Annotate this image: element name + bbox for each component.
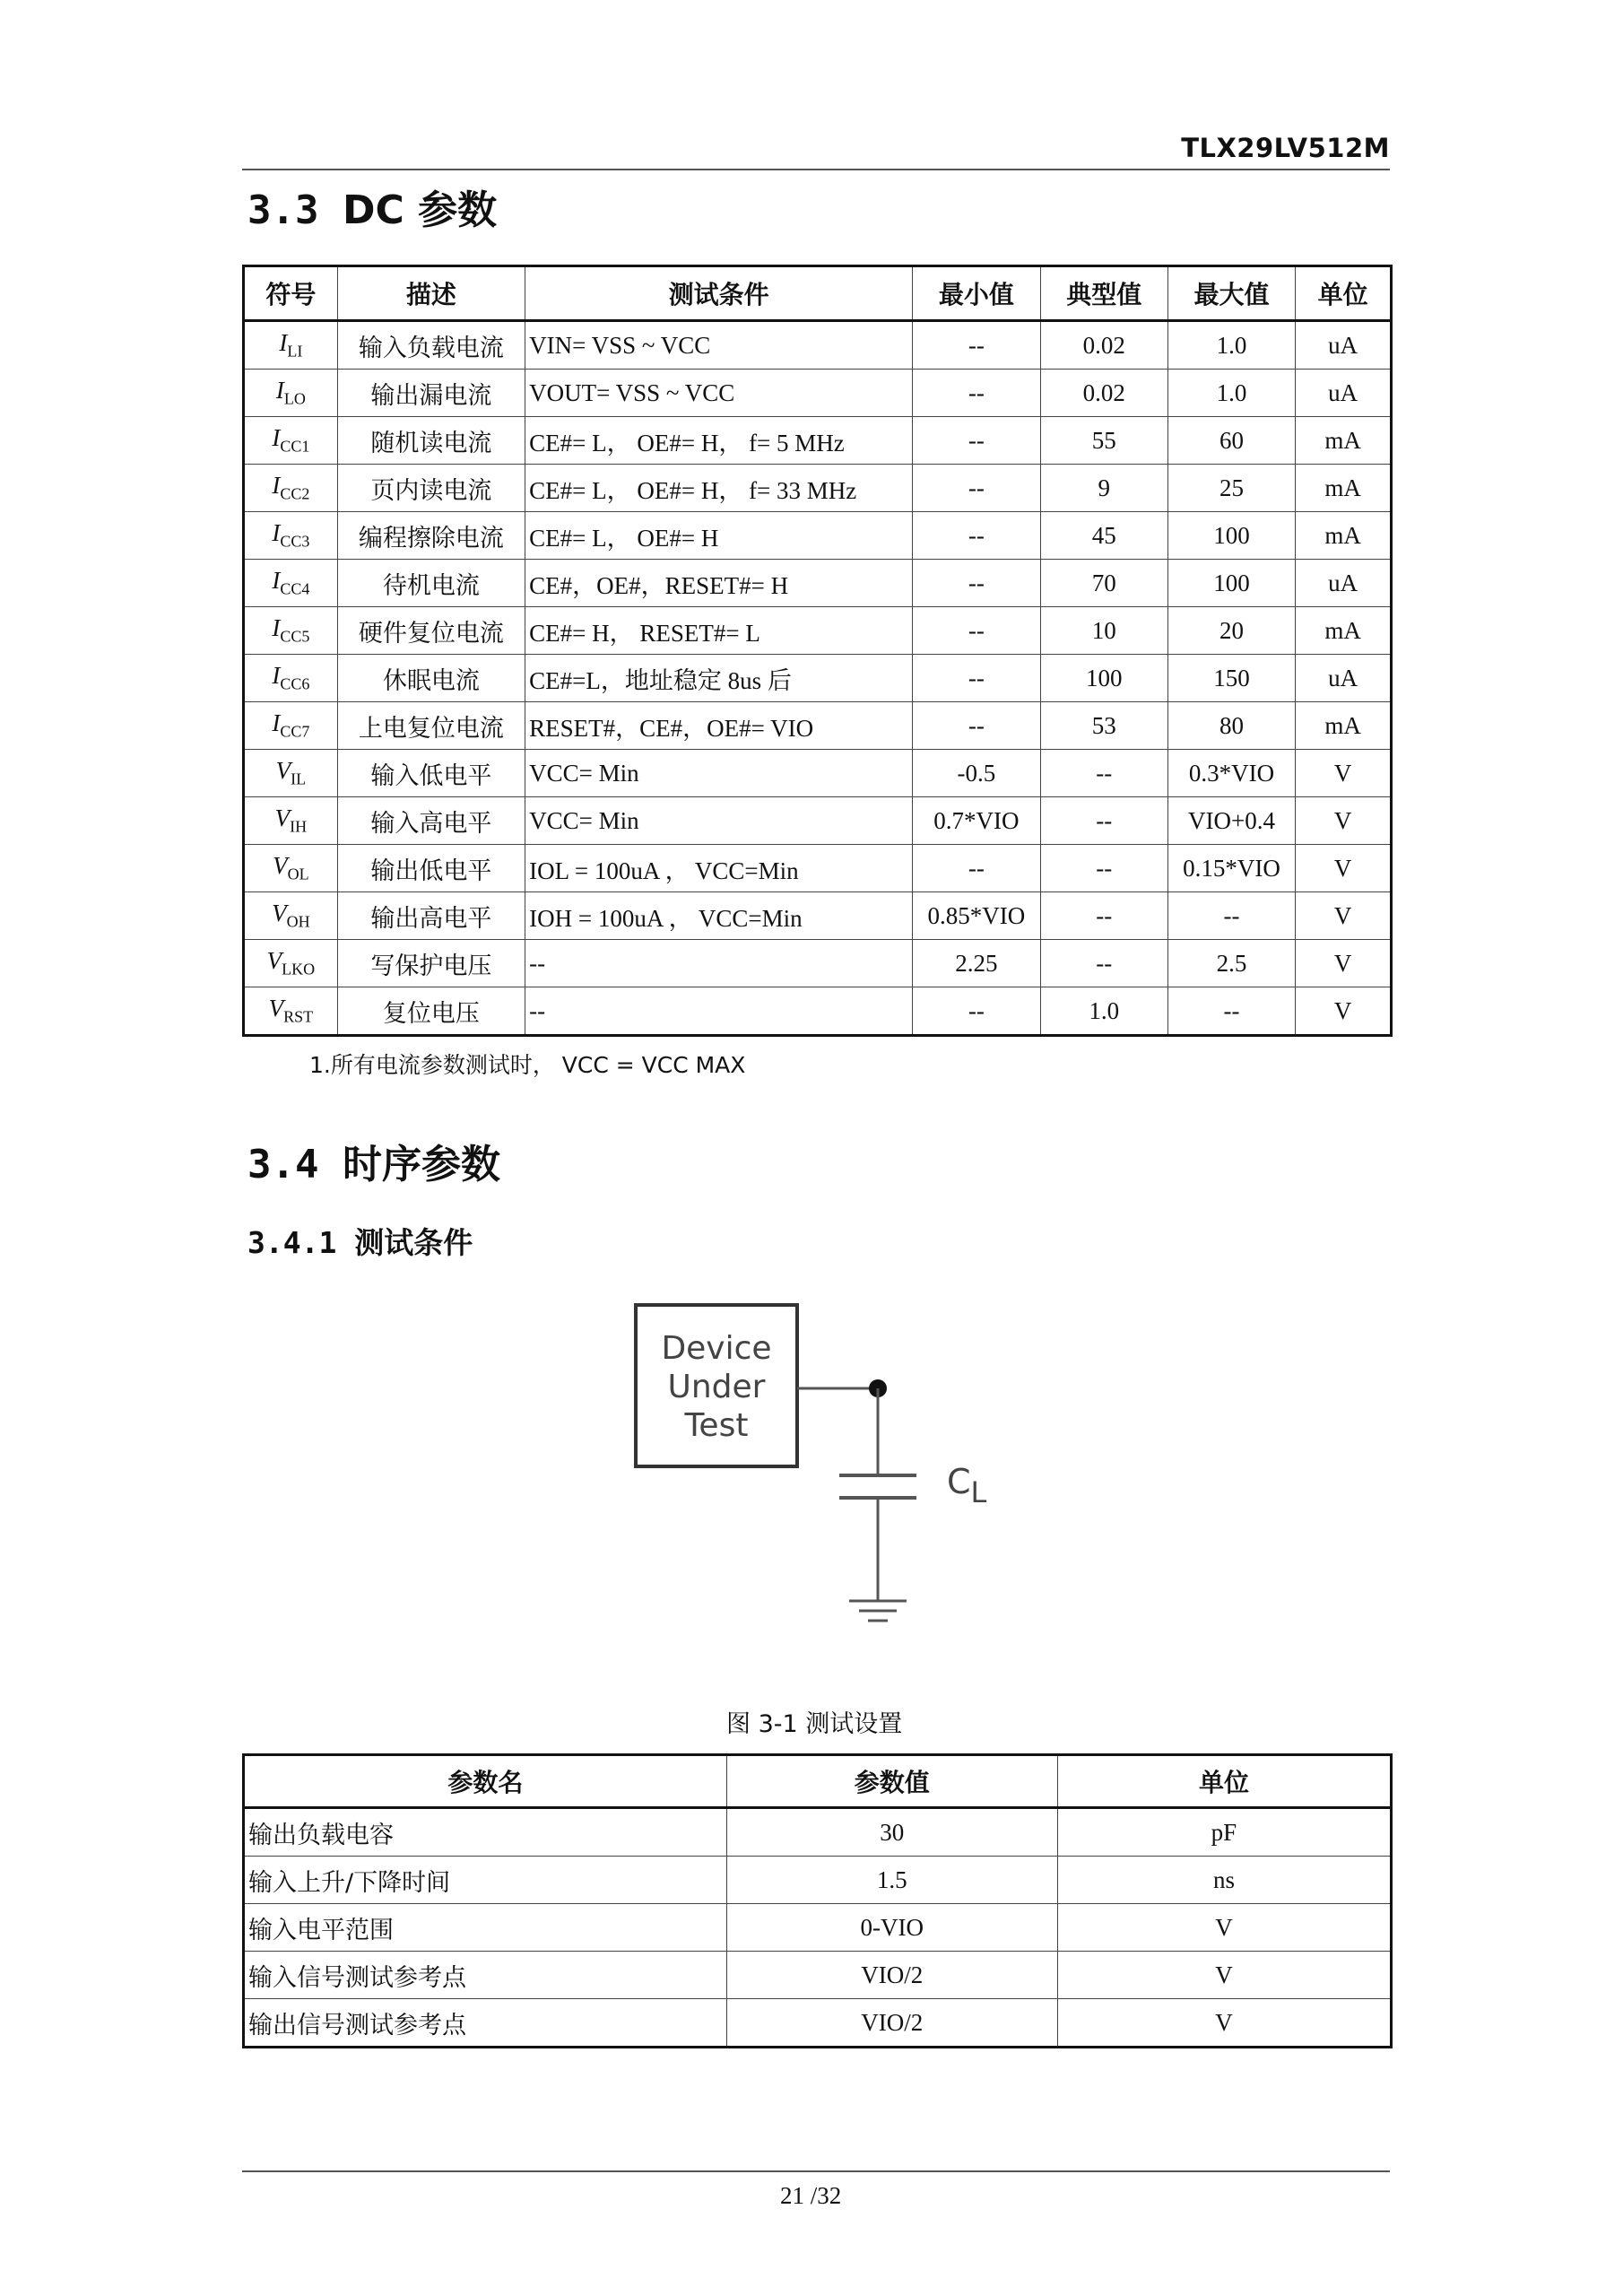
description-cell: 随机读电流 <box>337 417 525 465</box>
typ-cell: -- <box>1040 797 1167 845</box>
typ-cell: 45 <box>1040 512 1167 560</box>
table-row <box>244 512 1392 560</box>
condition-cell: VCC= Min <box>525 750 913 797</box>
table-row <box>244 465 1392 512</box>
min-cell: -- <box>913 512 1040 560</box>
condition-cell: -- <box>525 940 913 987</box>
param-value-cell: 1.5 <box>726 1857 1057 1904</box>
column-header: 测试条件 <box>525 266 913 321</box>
max-cell: 0.15*VIO <box>1167 845 1295 892</box>
condition-cell: CE#= H， RESET#= L <box>525 607 913 655</box>
typ-cell: 1.0 <box>1040 987 1167 1036</box>
param-name-cell: 输入信号测试参考点 <box>244 1952 727 1999</box>
typ-cell: -- <box>1040 940 1167 987</box>
typ-cell: 10 <box>1040 607 1167 655</box>
condition-cell: CE#=L，地址稳定 8us 后 <box>525 655 913 702</box>
param-name-cell: 输入电平范围 <box>244 1904 727 1952</box>
table-row <box>244 845 1392 892</box>
max-cell: 2.5 <box>1167 940 1295 987</box>
column-header: 典型值 <box>1040 266 1167 321</box>
dc-table-body <box>244 321 1392 1036</box>
unit-cell: V <box>1296 987 1392 1036</box>
section-dc-heading <box>247 178 497 235</box>
table-row <box>244 1857 1392 1904</box>
test-table-body <box>244 1808 1392 2048</box>
description-cell: 输出漏电流 <box>337 370 525 417</box>
typ-cell: 100 <box>1040 655 1167 702</box>
min-cell: 2.25 <box>913 940 1040 987</box>
capacitor-label: $C_L$ <box>947 1462 987 1509</box>
subsection-test-title: 测试条件 <box>354 1225 473 1260</box>
unit-cell: V <box>1296 940 1392 987</box>
unit-cell: uA <box>1296 370 1392 417</box>
max-cell: 0.3*VIO <box>1167 750 1295 797</box>
table-row <box>244 1952 1392 1999</box>
table-row <box>244 1999 1392 2048</box>
description-cell: 输出低电平 <box>337 845 525 892</box>
typ-cell: -- <box>1040 845 1167 892</box>
description-cell: 写保护电压 <box>337 940 525 987</box>
test-conditions-table <box>242 1753 1393 2048</box>
description-cell: 上电复位电流 <box>337 702 525 750</box>
column-header: 符号 <box>244 266 338 321</box>
test-table-header <box>244 1755 1392 1808</box>
column-header: 最小值 <box>913 266 1040 321</box>
max-cell: 1.0 <box>1167 370 1295 417</box>
section-dc-title: DC 参数 <box>342 187 498 233</box>
symbol-cell: $I_{LO}$ <box>244 370 338 417</box>
description-cell: 输入低电平 <box>337 750 525 797</box>
min-cell: -- <box>913 655 1040 702</box>
table-row <box>244 987 1392 1036</box>
condition-cell: CE#，OE#，RESET#= H <box>525 560 913 607</box>
symbol-cell: $V_{LKO}$ <box>244 940 338 987</box>
header-divider <box>242 169 1390 170</box>
condition-cell: RESET#，CE#，OE#= VIO <box>525 702 913 750</box>
param-name-cell: 输出负载电容 <box>244 1808 727 1857</box>
min-cell: -- <box>913 702 1040 750</box>
unit-cell: mA <box>1296 512 1392 560</box>
typ-cell: -- <box>1040 892 1167 940</box>
description-cell: 页内读电流 <box>337 465 525 512</box>
document-id: TLX29LV512M <box>1181 133 1390 163</box>
unit-cell: uA <box>1296 655 1392 702</box>
typ-cell: 53 <box>1040 702 1167 750</box>
min-cell: -- <box>913 417 1040 465</box>
description-cell: 待机电流 <box>337 560 525 607</box>
dc-table-header <box>244 266 1392 321</box>
symbol-cell: $V_{OL}$ <box>244 845 338 892</box>
min-cell: -- <box>913 321 1040 370</box>
symbol-cell: $I_{CC2}$ <box>244 465 338 512</box>
symbol-cell: $I_{CC5}$ <box>244 607 338 655</box>
subsection-test-number: 3.4.1 <box>247 1225 337 1260</box>
description-cell: 编程擦除电流 <box>337 512 525 560</box>
unit-cell: V <box>1296 750 1392 797</box>
condition-cell: VIN= VSS ~ VCC <box>525 321 913 370</box>
table-row <box>244 370 1392 417</box>
description-cell: 输入高电平 <box>337 797 525 845</box>
typ-cell: -- <box>1040 750 1167 797</box>
condition-cell: VOUT= VSS ~ VCC <box>525 370 913 417</box>
symbol-cell: $I_{CC4}$ <box>244 560 338 607</box>
unit-cell: mA <box>1296 702 1392 750</box>
unit-cell: V <box>1296 797 1392 845</box>
param-unit-cell: ns <box>1057 1857 1391 1904</box>
min-cell: 0.85*VIO <box>913 892 1040 940</box>
table-row <box>244 321 1392 370</box>
table-row <box>244 797 1392 845</box>
param-value-cell: 0-VIO <box>726 1904 1057 1952</box>
min-cell: -- <box>913 987 1040 1036</box>
column-header: 描述 <box>337 266 525 321</box>
max-cell: -- <box>1167 892 1295 940</box>
typ-cell: 9 <box>1040 465 1167 512</box>
condition-cell: CE#= L， OE#= H， f= 33 MHz <box>525 465 913 512</box>
symbol-cell: $I_{CC1}$ <box>244 417 338 465</box>
table-row <box>244 892 1392 940</box>
symbol-cell: $I_{CC3}$ <box>244 512 338 560</box>
symbol-cell: $V_{RST}$ <box>244 987 338 1036</box>
figure-caption: 图 3-1 测试设置 <box>726 1710 903 1738</box>
section-timing-number: 3.4 <box>247 1142 319 1187</box>
max-cell: 100 <box>1167 512 1295 560</box>
symbol-cell: $I_{LI}$ <box>244 321 338 370</box>
symbol-cell: $V_{OH}$ <box>244 892 338 940</box>
description-cell: 硬件复位电流 <box>337 607 525 655</box>
max-cell: 25 <box>1167 465 1295 512</box>
column-header: 参数名 <box>244 1755 727 1808</box>
page-number: 21 /32 <box>780 2182 842 2209</box>
table-row <box>244 655 1392 702</box>
table-row <box>244 1904 1392 1952</box>
condition-cell: IOL = 100uA ， VCC=Min <box>525 845 913 892</box>
description-cell: 输出高电平 <box>337 892 525 940</box>
min-cell: -- <box>913 465 1040 512</box>
max-cell: 60 <box>1167 417 1295 465</box>
typ-cell: 70 <box>1040 560 1167 607</box>
min-cell: -- <box>913 370 1040 417</box>
subsection-test-heading <box>247 1220 473 1262</box>
param-name-cell: 输入上升/下降时间 <box>244 1857 727 1904</box>
min-cell: -0.5 <box>913 750 1040 797</box>
typ-cell: 0.02 <box>1040 321 1167 370</box>
param-value-cell: 30 <box>726 1808 1057 1857</box>
max-cell: 1.0 <box>1167 321 1295 370</box>
param-name-cell: 输出信号测试参考点 <box>244 1999 727 2048</box>
description-cell: 复位电压 <box>337 987 525 1036</box>
param-unit-cell: V <box>1057 1999 1391 2048</box>
max-cell: 150 <box>1167 655 1295 702</box>
max-cell: -- <box>1167 987 1295 1036</box>
table-row <box>244 607 1392 655</box>
condition-cell: VCC= Min <box>525 797 913 845</box>
typ-cell: 55 <box>1040 417 1167 465</box>
max-cell: 80 <box>1167 702 1295 750</box>
unit-cell: uA <box>1296 321 1392 370</box>
param-unit-cell: pF <box>1057 1808 1391 1857</box>
unit-cell: V <box>1296 892 1392 940</box>
min-cell: -- <box>913 845 1040 892</box>
table-row <box>244 750 1392 797</box>
dc-table-note: 1.所有电流参数测试时， VCC = VCC MAX <box>309 1052 746 1078</box>
symbol-cell: $V_{IL}$ <box>244 750 338 797</box>
unit-cell: mA <box>1296 465 1392 512</box>
column-header: 最大值 <box>1167 266 1295 321</box>
column-header: 单位 <box>1057 1755 1391 1808</box>
condition-cell: CE#= L， OE#= H， f= 5 MHz <box>525 417 913 465</box>
unit-cell: uA <box>1296 560 1392 607</box>
table-row <box>244 417 1392 465</box>
param-value-cell: VIO/2 <box>726 1999 1057 2048</box>
max-cell: 20 <box>1167 607 1295 655</box>
unit-cell: mA <box>1296 417 1392 465</box>
column-header: 单位 <box>1296 266 1392 321</box>
symbol-cell: $I_{CC6}$ <box>244 655 338 702</box>
column-header: 参数值 <box>726 1755 1057 1808</box>
description-cell: 休眠电流 <box>337 655 525 702</box>
min-cell: -- <box>913 560 1040 607</box>
symbol-cell: $I_{CC7}$ <box>244 702 338 750</box>
symbol-cell: $V_{IH}$ <box>244 797 338 845</box>
condition-cell: IOH = 100uA ， VCC=Min <box>525 892 913 940</box>
unit-cell: mA <box>1296 607 1392 655</box>
table-row <box>244 940 1392 987</box>
section-dc-number: 3.3 <box>247 187 319 233</box>
unit-cell: V <box>1296 845 1392 892</box>
table-row <box>244 1808 1392 1857</box>
min-cell: -- <box>913 607 1040 655</box>
condition-cell: -- <box>525 987 913 1036</box>
typ-cell: 0.02 <box>1040 370 1167 417</box>
section-timing-title: 时序参数 <box>342 1142 500 1187</box>
dc-parameters-table <box>242 265 1393 1037</box>
param-unit-cell: V <box>1057 1904 1391 1952</box>
max-cell: 100 <box>1167 560 1295 607</box>
footer-divider <box>242 2170 1390 2172</box>
dut-label-line3: Test <box>684 1407 749 1444</box>
table-row <box>244 560 1392 607</box>
section-timing-heading <box>247 1132 500 1189</box>
test-circuit-diagram <box>628 1292 1022 1668</box>
min-cell: 0.7*VIO <box>913 797 1040 845</box>
max-cell: VIO+0.4 <box>1167 797 1295 845</box>
condition-cell: CE#= L， OE#= H <box>525 512 913 560</box>
param-value-cell: VIO/2 <box>726 1952 1057 1999</box>
dut-label-line1: Device <box>661 1330 772 1367</box>
description-cell: 输入负载电流 <box>337 321 525 370</box>
table-row <box>244 702 1392 750</box>
param-unit-cell: V <box>1057 1952 1391 1999</box>
dut-label-line2: Under <box>667 1369 766 1405</box>
